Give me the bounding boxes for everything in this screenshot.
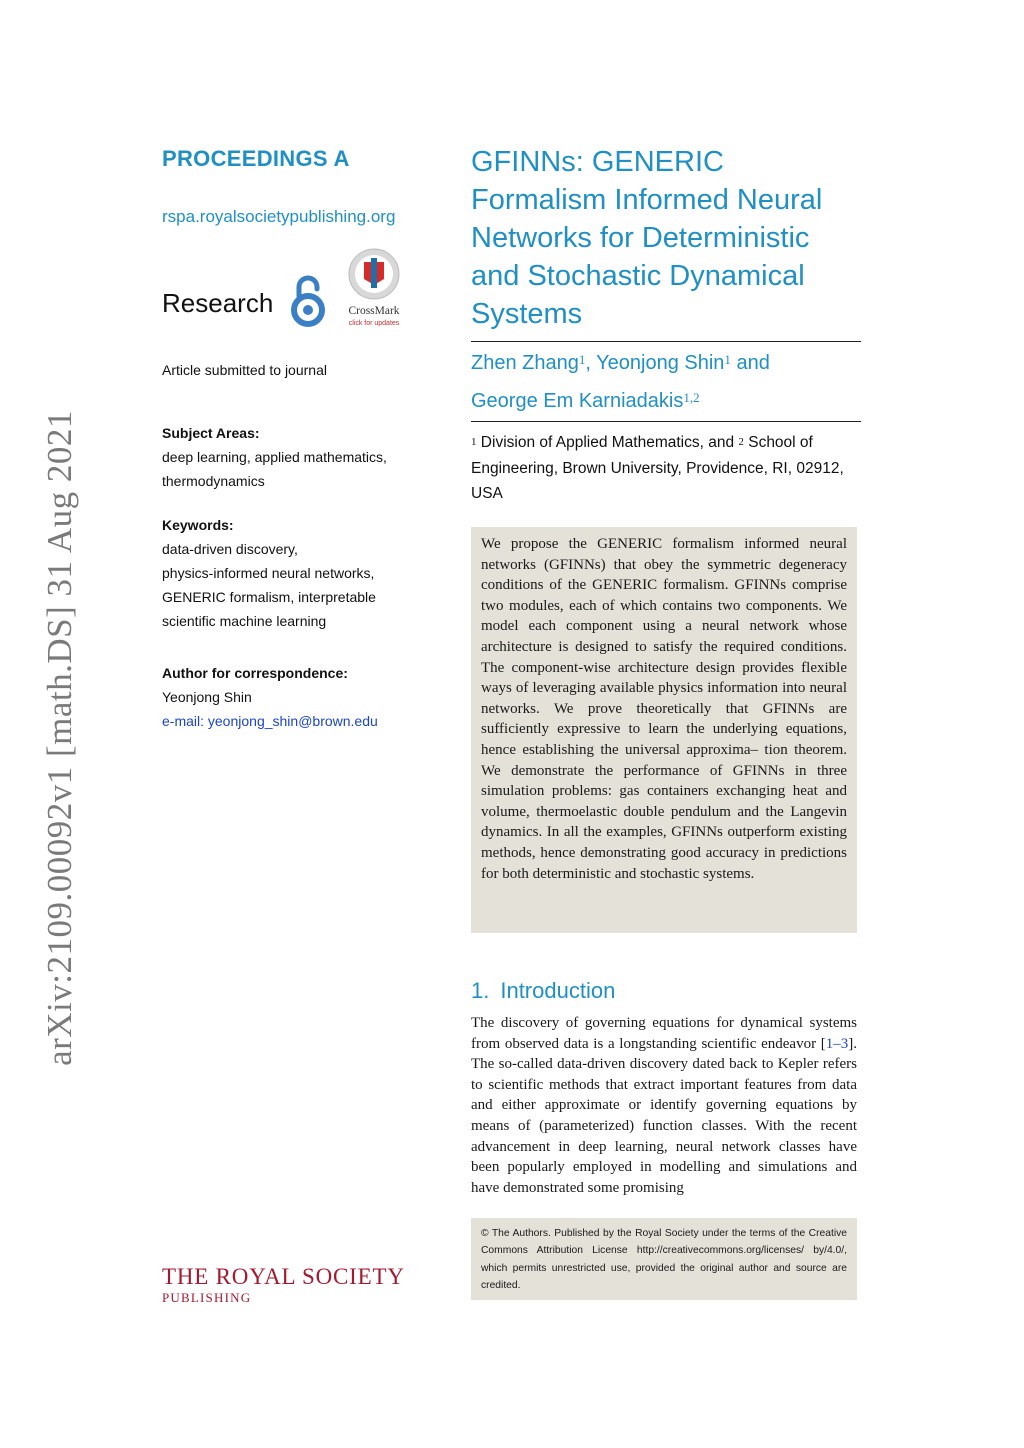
author-affiliation-mark: 1 [578,352,586,367]
subject-areas [162,421,432,493]
affiliation-mark: 1 [471,436,477,448]
abstract-text: We propose the GENERIC formalism informed neural networks (GFINNs) that obey the symmetric degeneracy conditions of the GENERIC formalism. GFINNs comprise two modules, each of which contains two components. We model each component using a neural network whose architecture is designed to satisfy the required conditions. The component-wise architecture design provides flexible ways of leveraging available physics information into neural networks. We prove theoretically that GFINNs are sufficiently expressive to learn the underlying equations, hence establishing the universal approxima– tion theorem. We demonstrate the performance of GFINNs in three simulation problems: gas containers exchanging heat and volume, thermoelastic double pendulum and the Langevin dynamics. In all the examples, GFINNs outperform existing methods, hence demonstrating good accuracy in predictions for both deterministic and stochastic systems. [481,536,847,882]
subject-areas-heading: Subject Areas: [162,425,260,441]
section-heading: 1. Introduction [471,978,616,1003]
title-line: GFINNs: GENERIC [471,146,724,178]
publisher-name: THE ROYAL SOCIETY [162,1264,405,1289]
intro-text: The discovery of governing equations for dynamical systems from observed data is a longstanding scientific endeavor [ [471,1015,857,1052]
submission-status: Article submitted to journal [162,362,327,378]
affiliation-text: Division of Applied Mathematics, and [476,434,739,451]
author-affiliation-mark: 1,2 [683,390,700,405]
correspondence [162,661,432,733]
journal-name: PROCEEDINGS A [162,146,350,171]
intro-text: ]. The so-called data-driven discovery dated back to Kepler refers to scientific methods that extract important features from data and either approximate or identify governing equations by means of (parameterized) function classes. With the recent advancement in deep learning, neural network classes have been popularly employed in modelling and simulations and have demonstrated some promising [471,1035,857,1196]
author-name: Zhen Zhang [471,352,579,374]
affiliations [471,430,861,507]
open-access-icon [288,272,328,328]
subject-areas-line: thermodynamics [162,473,265,489]
license-text: © The Authors. Published by the Royal Society under the terms of the Creative Commons Attribution License http://creativecommons.org/licenses/ by/4.0/, which permits unrestricted use, provided the original author and source are credited. [481,1228,847,1291]
author-name: George Em Karniadakis [471,390,684,412]
publisher-logo [162,1264,432,1306]
authors-divider [471,421,861,422]
author-name: Yeonjong Shin [596,352,725,374]
paper-title [471,143,861,333]
author-list [471,344,861,420]
correspondence-email-link[interactable]: e-mail: yeonjong_shin@brown.edu [162,713,378,729]
journal-website-link[interactable]: rspa.royalsocietypublishing.org [162,207,396,226]
affiliation-mark: 2 [738,436,744,448]
crossmark-sublabel: click for updates [348,320,400,327]
keyword-line: physics-informed neural networks, [162,565,375,581]
author-separator: , [585,352,597,374]
affiliation-text: School of Engineering, Brown University, Providence, RI, 02912, USA [471,434,844,502]
arxiv-identifier: arXiv:2109.00092v1 [math.DS] 31 Aug 2021 [40,410,79,1066]
subject-areas-line: deep learning, applied mathematics, [162,449,387,465]
correspondence-name: Yeonjong Shin [162,689,252,705]
citation-link[interactable]: 1–3 [825,1035,849,1052]
introduction-paragraph [471,1013,857,1198]
correspondence-heading: Author for correspondence: [162,665,348,681]
abstract-box [471,527,857,933]
title-line: Formalism Informed Neural [471,184,823,216]
keyword-line: scientific machine learning [162,613,327,629]
title-line: Networks for Deterministic [471,222,810,254]
title-divider [471,341,861,342]
keywords [162,513,432,633]
keywords-heading: Keywords: [162,517,234,533]
author-separator: and [730,352,770,374]
article-type-label: Research [162,288,274,318]
crossmark-label: CrossMark [348,305,400,317]
publisher-subname: PUBLISHING [162,1290,252,1305]
crossmark-badge-icon[interactable] [338,248,410,330]
keyword-line: GENERIC formalism, interpretable [162,589,376,605]
author-affiliation-mark: 1 [724,352,731,367]
title-line: Systems [471,298,583,330]
title-line: and Stochastic Dynamical [471,260,805,292]
license-box [471,1218,857,1300]
keyword-line: data-driven discovery, [162,541,298,557]
